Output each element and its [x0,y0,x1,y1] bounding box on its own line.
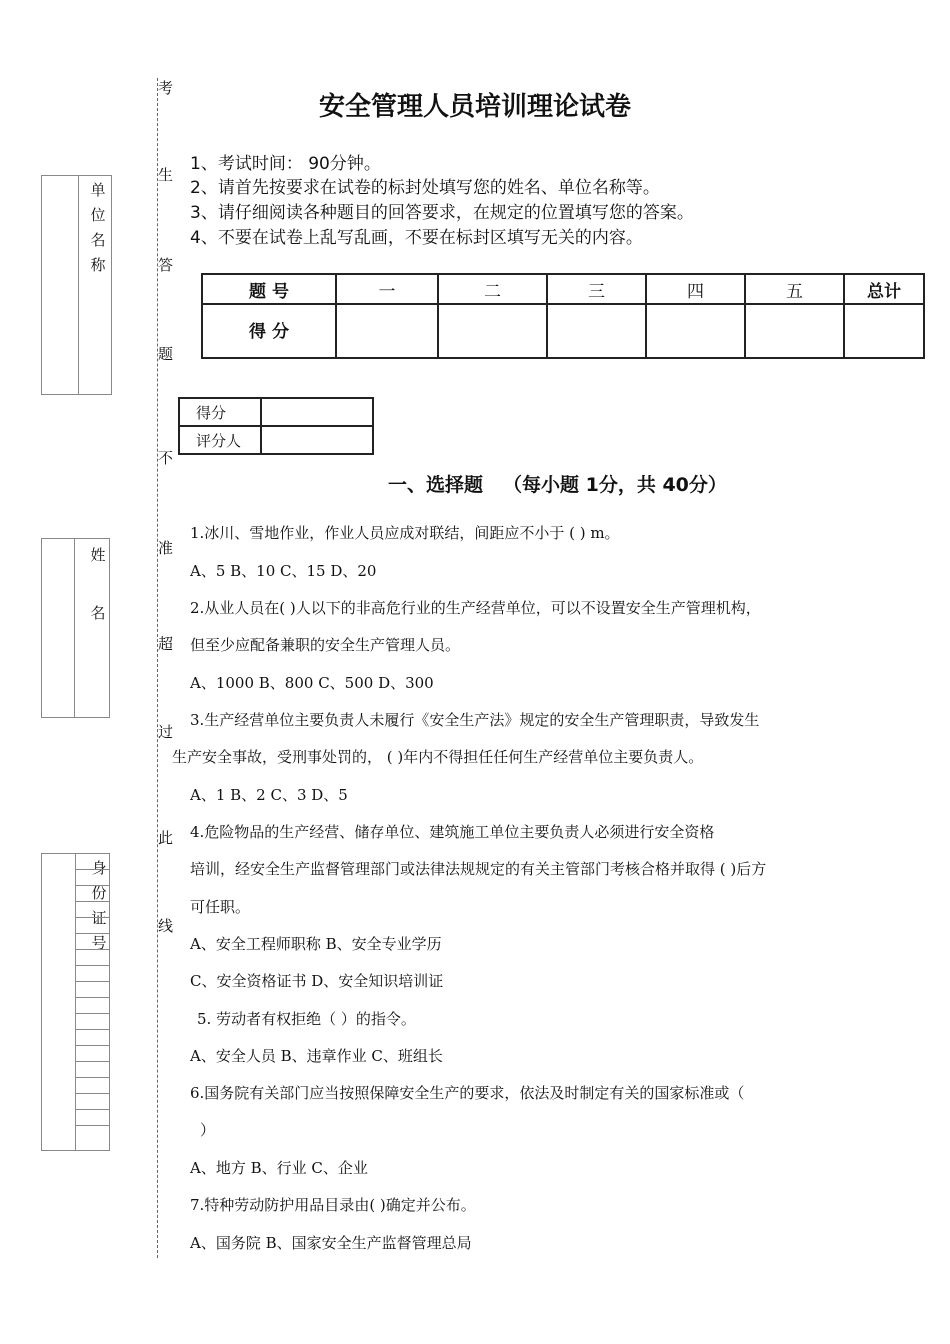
margin-char: 答 [158,256,174,274]
name-char: 姓 [90,546,106,564]
unit-name-char: 位 [90,206,106,224]
unit-name-box [41,175,112,395]
grader-name-label: 评分人 [179,426,261,454]
unit-name-char: 单 [90,181,106,199]
grader-table [178,397,374,455]
name-box [41,538,110,718]
question-line: 1.冰川、雪地作业，作业人员应成对联结，间距应不小于 ( ) m。 [190,524,620,542]
unit-name-char: 称 [90,256,106,274]
grader-score-cell[interactable] [261,398,373,426]
question-line: 4.危险物品的生产经营、储存单位、建筑施工单位主要负责人必须进行安全资格 [190,823,715,841]
answer-options: A、5 B、10 C、15 D、20 [190,562,377,580]
answer-options: A、1000 B、800 C、500 D、300 [190,674,434,692]
margin-char: 过 [158,723,174,741]
answer-options: A、地方 B、行业 C、企业 [190,1159,368,1177]
question-line: 7.特种劳动防护用品目录由( )确定并公布。 [190,1196,476,1214]
score-header: 四 [646,274,745,304]
margin-char: 此 [158,829,174,847]
score-header: 三 [547,274,646,304]
instruction-4: 4、不要在试卷上乱写乱画，不要在标封区填写无关的内容。 [190,228,643,248]
score-table [201,273,925,359]
question-line: 5. 劳动者有权拒绝（ ）的指令。 [197,1010,416,1028]
margin-char: 生 [158,166,174,184]
instruction-3: 3、请仔细阅读各种题目的回答要求，在规定的位置填写您的答案。 [190,203,694,223]
id-char: 证 [91,909,107,927]
score-header: 一 [336,274,438,304]
margin-char: 考 [158,79,174,97]
margin-char: 题 [158,345,174,363]
question-line: 但至少应配备兼职的安全生产管理人员。 [190,636,461,654]
score-cell[interactable] [745,304,844,358]
answer-options: A、安全人员 B、违章作业 C、班组长 [190,1047,443,1065]
score-row-label: 得 分 [202,304,336,358]
question-line: 2.从业人员在( )人以下的非高危行业的生产经营单位，可以不设置安全生产管理机构， [190,599,761,617]
score-header: 题 号 [202,274,336,304]
margin-char: 线 [158,917,174,935]
score-cell[interactable] [547,304,646,358]
grader-score-label: 得分 [179,398,261,426]
question-line: 培训，经安全生产监督管理部门或法律法规规定的有关主管部门考核合格并取得 ( )后方 [190,860,767,878]
name-char: 名 [90,604,106,622]
unit-name-label [87,178,109,278]
score-cell[interactable] [336,304,438,358]
answer-options: A、1 B、2 C、3 D、5 [190,786,348,804]
answer-options: C、安全资格证书 D、安全知识培训证 [190,972,444,990]
margin-char: 超 [158,635,174,653]
id-number-label [88,856,110,956]
score-cell[interactable] [844,304,924,358]
instruction-1: 1、考试时间： 90分钟。 [190,154,381,174]
id-number-box [41,853,110,1151]
grader-name-cell[interactable] [261,426,373,454]
question-line: ） [200,1121,216,1139]
score-cell[interactable] [438,304,547,358]
question-line: 6.国务院有关部门应当按照保障安全生产的要求，依法及时制定有关的国家标准或（ [190,1084,745,1102]
unit-name-char: 名 [90,231,106,249]
section-points: （每小题 1分，共 40分） [503,474,727,496]
score-header: 二 [438,274,547,304]
id-char: 号 [91,934,107,952]
question-line: 生产安全事故，受刑事处罚的， ( )年内不得担任任何生产经营单位主要负责人。 [172,748,704,766]
answer-options: A、安全工程师职称 B、安全专业学历 [190,935,442,953]
margin-char: 准 [158,539,174,557]
question-line: 可任职。 [190,898,251,916]
binding-line [157,78,158,1258]
id-char: 份 [91,884,107,902]
instruction-2: 2、请首先按要求在试卷的标封处填写您的姓名、单位名称等。 [190,178,660,198]
name-label [87,541,109,628]
score-cell[interactable] [646,304,745,358]
id-char: 身 [91,859,107,877]
question-line: 3.生产经营单位主要负责人未履行《安全生产法》规定的安全生产管理职责，导致发生 [190,711,760,729]
score-header: 五 [745,274,844,304]
score-header: 总计 [844,274,924,304]
answer-options: A、国务院 B、国家安全生产监督管理总局 [190,1234,472,1252]
page-title: 安全管理人员培训理论试卷 [318,92,631,122]
section-title: 一、选择题 [388,474,484,496]
margin-char: 不 [158,449,174,467]
